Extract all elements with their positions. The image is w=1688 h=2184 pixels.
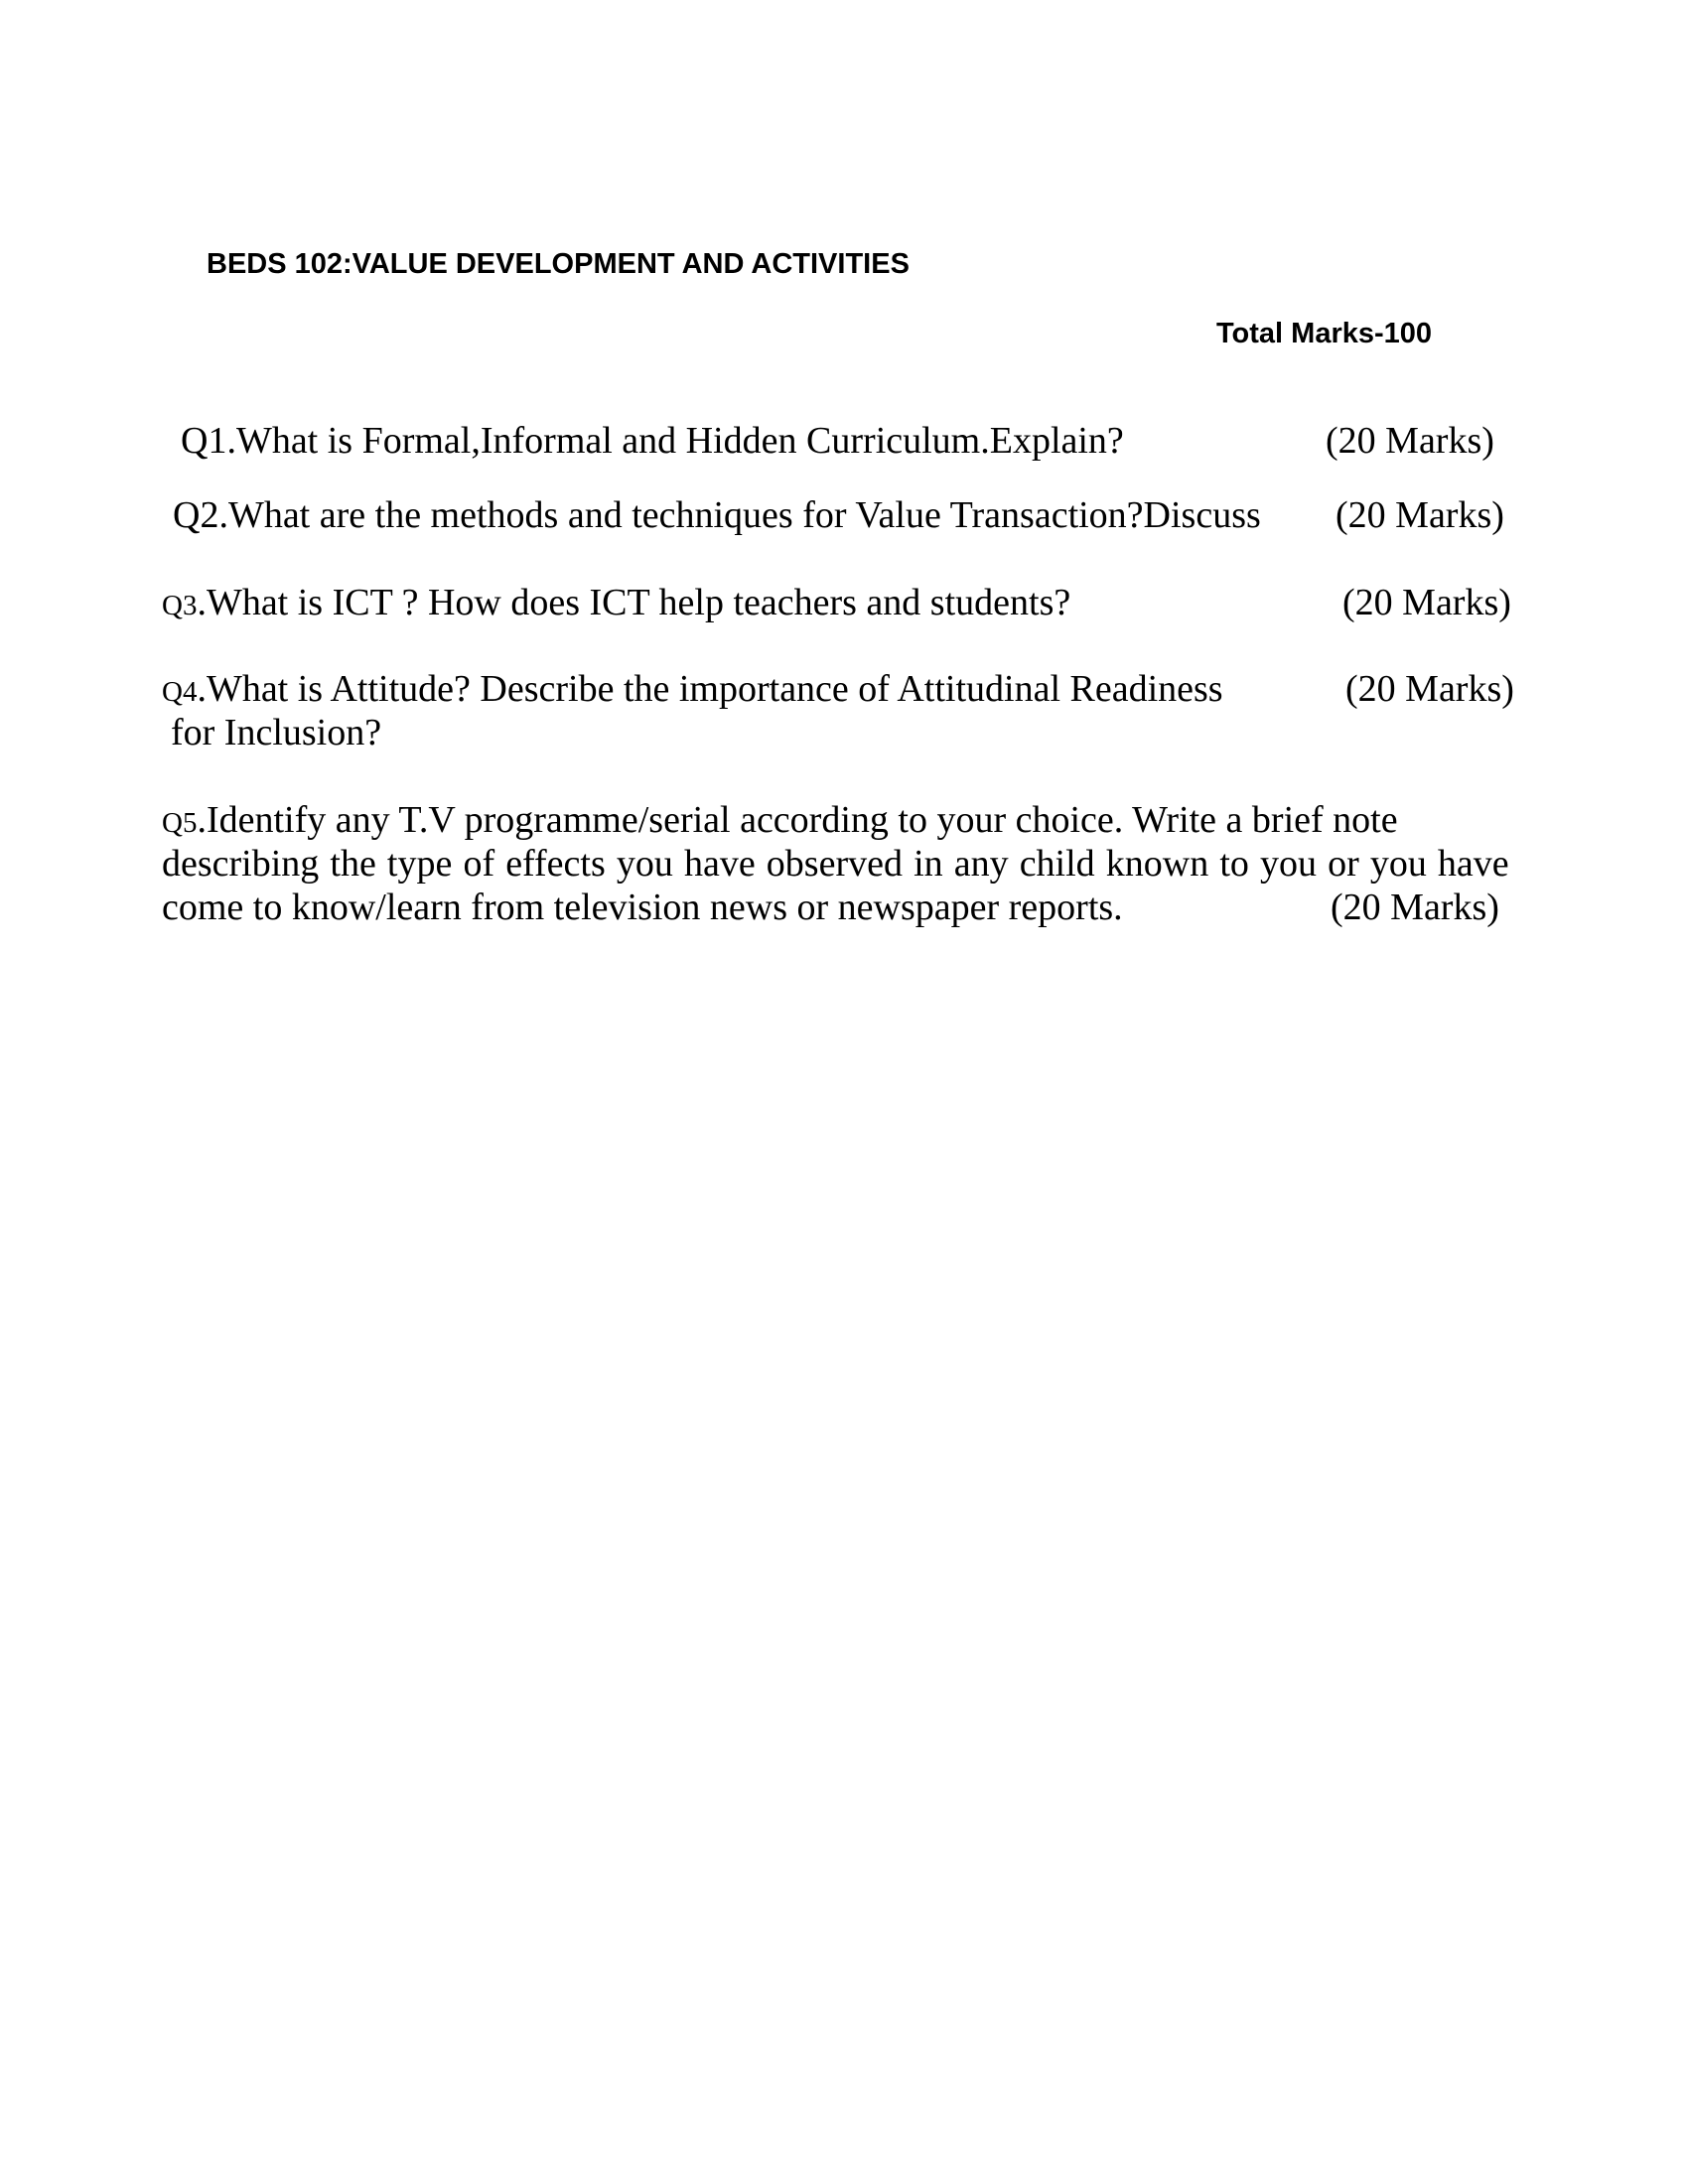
- question-2-marks: (20 Marks): [1336, 494, 1504, 536]
- course-title: BEDS 102:VALUE DEVELOPMENT AND ACTIVITIES: [207, 248, 910, 280]
- question-5-marks: (20 Marks): [1331, 887, 1499, 928]
- question-4: [162, 667, 1223, 714]
- question-4-text: .What is Attitude? Describe the importance of Attitudinal Readiness: [197, 668, 1223, 710]
- question-1-text: What is Formal,Informal and Hidden Curriculum.Explain?: [235, 420, 1124, 462]
- question-3-number: Q3: [162, 590, 198, 621]
- question-5: [162, 798, 1398, 845]
- question-3-marks: (20 Marks): [1342, 582, 1511, 623]
- question-4-number: Q4: [162, 676, 198, 708]
- question-5-line-2: describing the type of effects you have observed in any child known to you or you have: [162, 843, 1509, 885]
- question-4-continuation: for Inclusion?: [171, 712, 382, 753]
- question-3-text: .What is ICT ? How does ICT help teachers and students?: [197, 582, 1071, 623]
- question-2-number: Q2.: [173, 494, 228, 536]
- total-marks: Total Marks-100: [1216, 318, 1433, 349]
- question-4-marks: (20 Marks): [1345, 668, 1514, 710]
- question-5-number: Q5: [162, 807, 198, 839]
- question-5-line-3: come to know/learn from television news or newspaper reports.: [162, 887, 1123, 928]
- question-2: [173, 493, 1261, 537]
- question-2-text: What are the methods and techniques for Value Transaction?Discuss: [227, 494, 1261, 536]
- question-5-text: .Identify any T.V programme/serial according to your choice. Write a brief note: [197, 799, 1398, 841]
- question-1-marks: (20 Marks): [1326, 420, 1494, 462]
- question-1: [181, 419, 1124, 463]
- question-3: [162, 581, 1070, 627]
- question-1-number: Q1.: [181, 420, 236, 462]
